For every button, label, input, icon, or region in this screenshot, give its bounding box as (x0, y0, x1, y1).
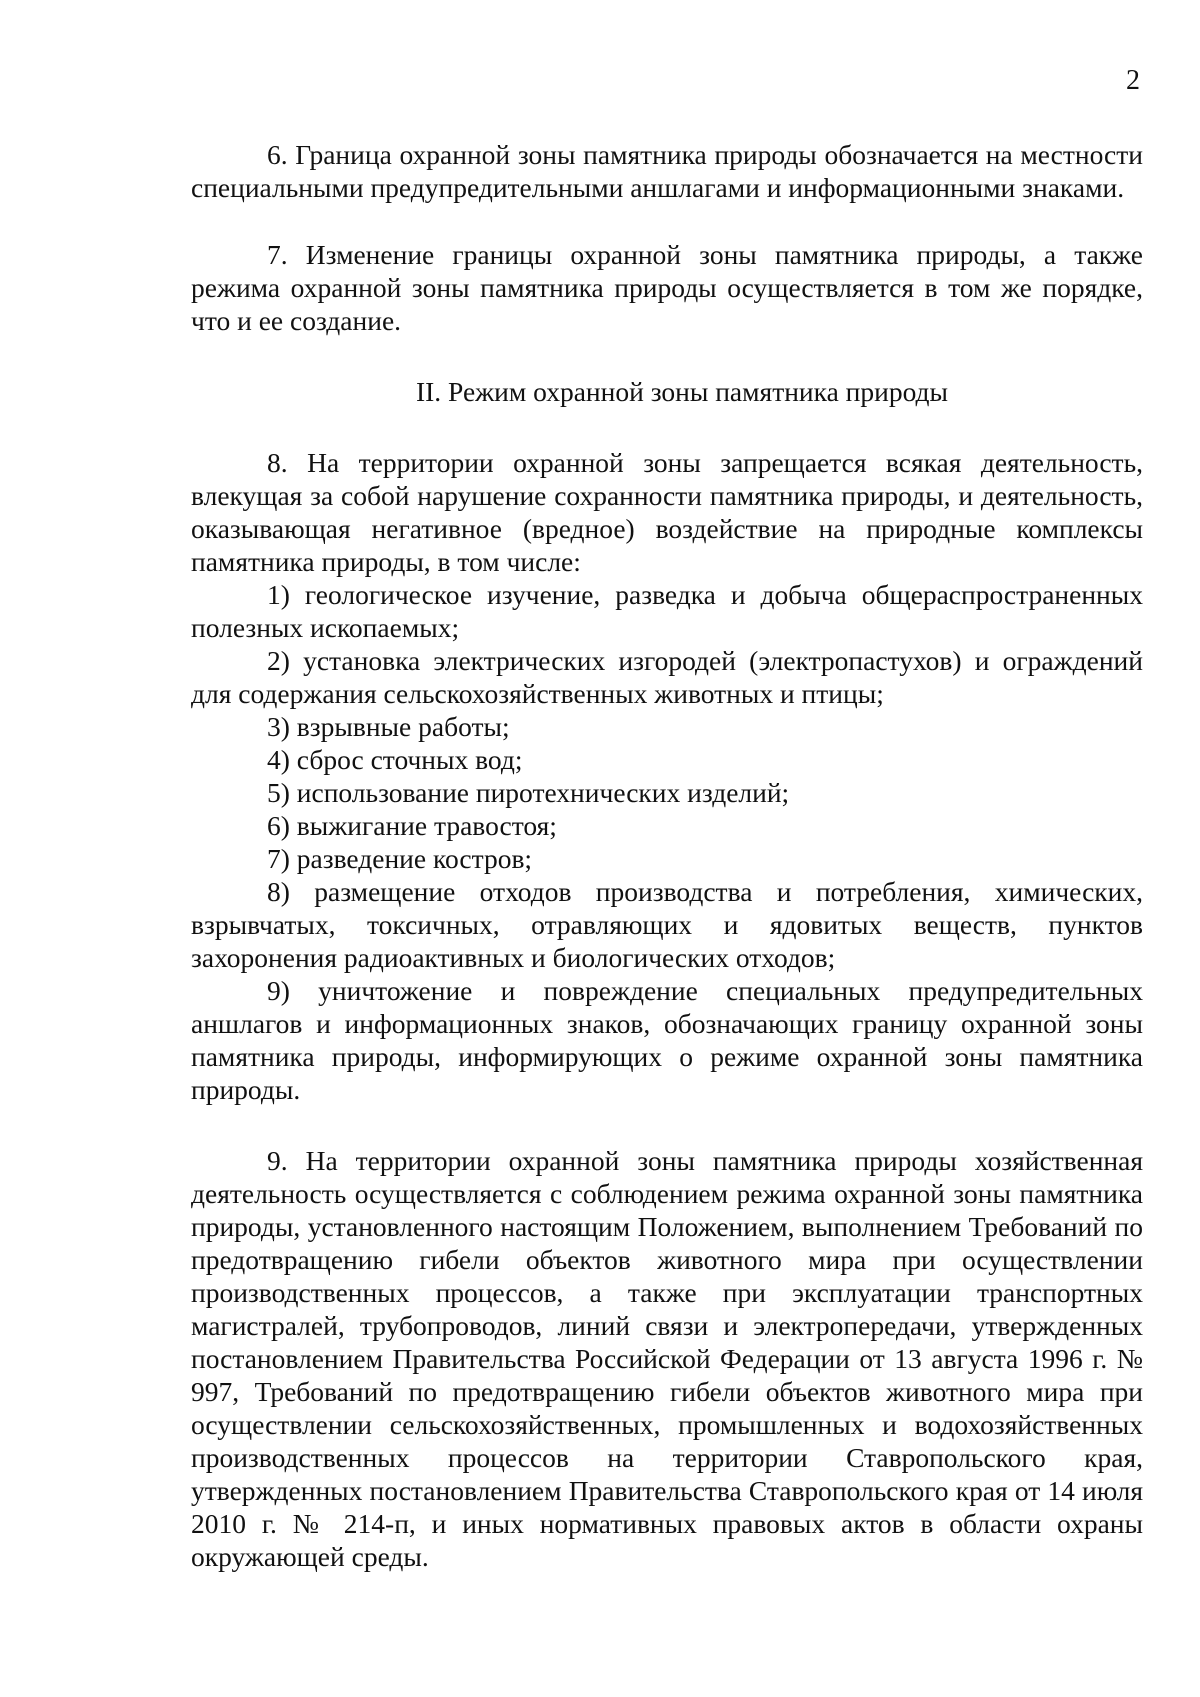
paragraph-9: 9. На территории охранной зоны памятника природы хозяйственная деятельность осуществляется с соблюдением режима охранной зоны памятника природы, установленного настоящим Положением, выполнением Требований по предотвращению гибели объектов животного мира при осуществлении производственных процессов, а также при эксплуатации транспортных магистралей, трубопроводов, линий связи и электропередачи, утвержденных постановлением Правительства Российской Федерации от 13 августа 1996 г. № 997, Требований по предотвращению гибели объектов животного мира при осуществлении сельскохозяйственных, промышленных и водохозяйственных производственных процессов на территории Ставропольского края, утвержденных постановлением Правительства Ставропольского края от 14 июля 2010 г. № 214-п, и иных нормативных правовых актов в области охраны окружающей среды. (191, 1145, 1143, 1572)
list-item-7: 7) разведение костров; (267, 843, 533, 874)
paragraph-7: 7. Изменение границы охранной зоны памятника природы, а также режима охранной зоны памятника природы осуществляется в том же порядке, что и ее создание. (191, 239, 1143, 336)
paragraph-8-intro: 8. На территории охранной зоны запрещается всякая деятельность, влекущая за собой нарушение сохранности памятника природы, и деятельность, оказывающая негативное (вредное) воздействие на природные комплексы памятника природы, в том числе: (191, 447, 1143, 577)
list-item-1: 1) геологическое изучение, разведка и добыча общераспространенных полезных ископаемых; (191, 579, 1143, 643)
section-heading: II. Режим охранной зоны памятника природы (415, 376, 949, 407)
page-number: 2 (1126, 65, 1140, 96)
list-item-6: 6) выжигание травостоя; (267, 810, 557, 841)
list-item-4: 4) сброс сточных вод; (267, 744, 523, 775)
list-item-3: 3) взрывные работы; (267, 711, 510, 742)
document-body (191, 138, 1143, 1573)
list-item-9: 9) уничтожение и повреждение специальных предупредительных аншлагов и информационных знаков, обозначающих границу охранной зоны памятника природы, информирующих о режиме охранной зоны памятника природы. (191, 975, 1143, 1105)
list-item-5: 5) использование пиротехнических изделий; (267, 777, 790, 808)
paragraph-6: 6. Граница охранной зоны памятника природы обозначается на местности специальными предупредительными аншлагами и информационными знаками. (191, 139, 1143, 203)
list-item-2: 2) установка электрических изгородей (электропастухов) и ограждений для содержания сельскохозяйственных животных и птицы; (191, 645, 1143, 709)
list-item-8: 8) размещение отходов производства и потребления, химических, взрывчатых, токсичных, отравляющих и ядовитых веществ, пунктов захоронения радиоактивных и биологических отходов; (191, 876, 1143, 973)
